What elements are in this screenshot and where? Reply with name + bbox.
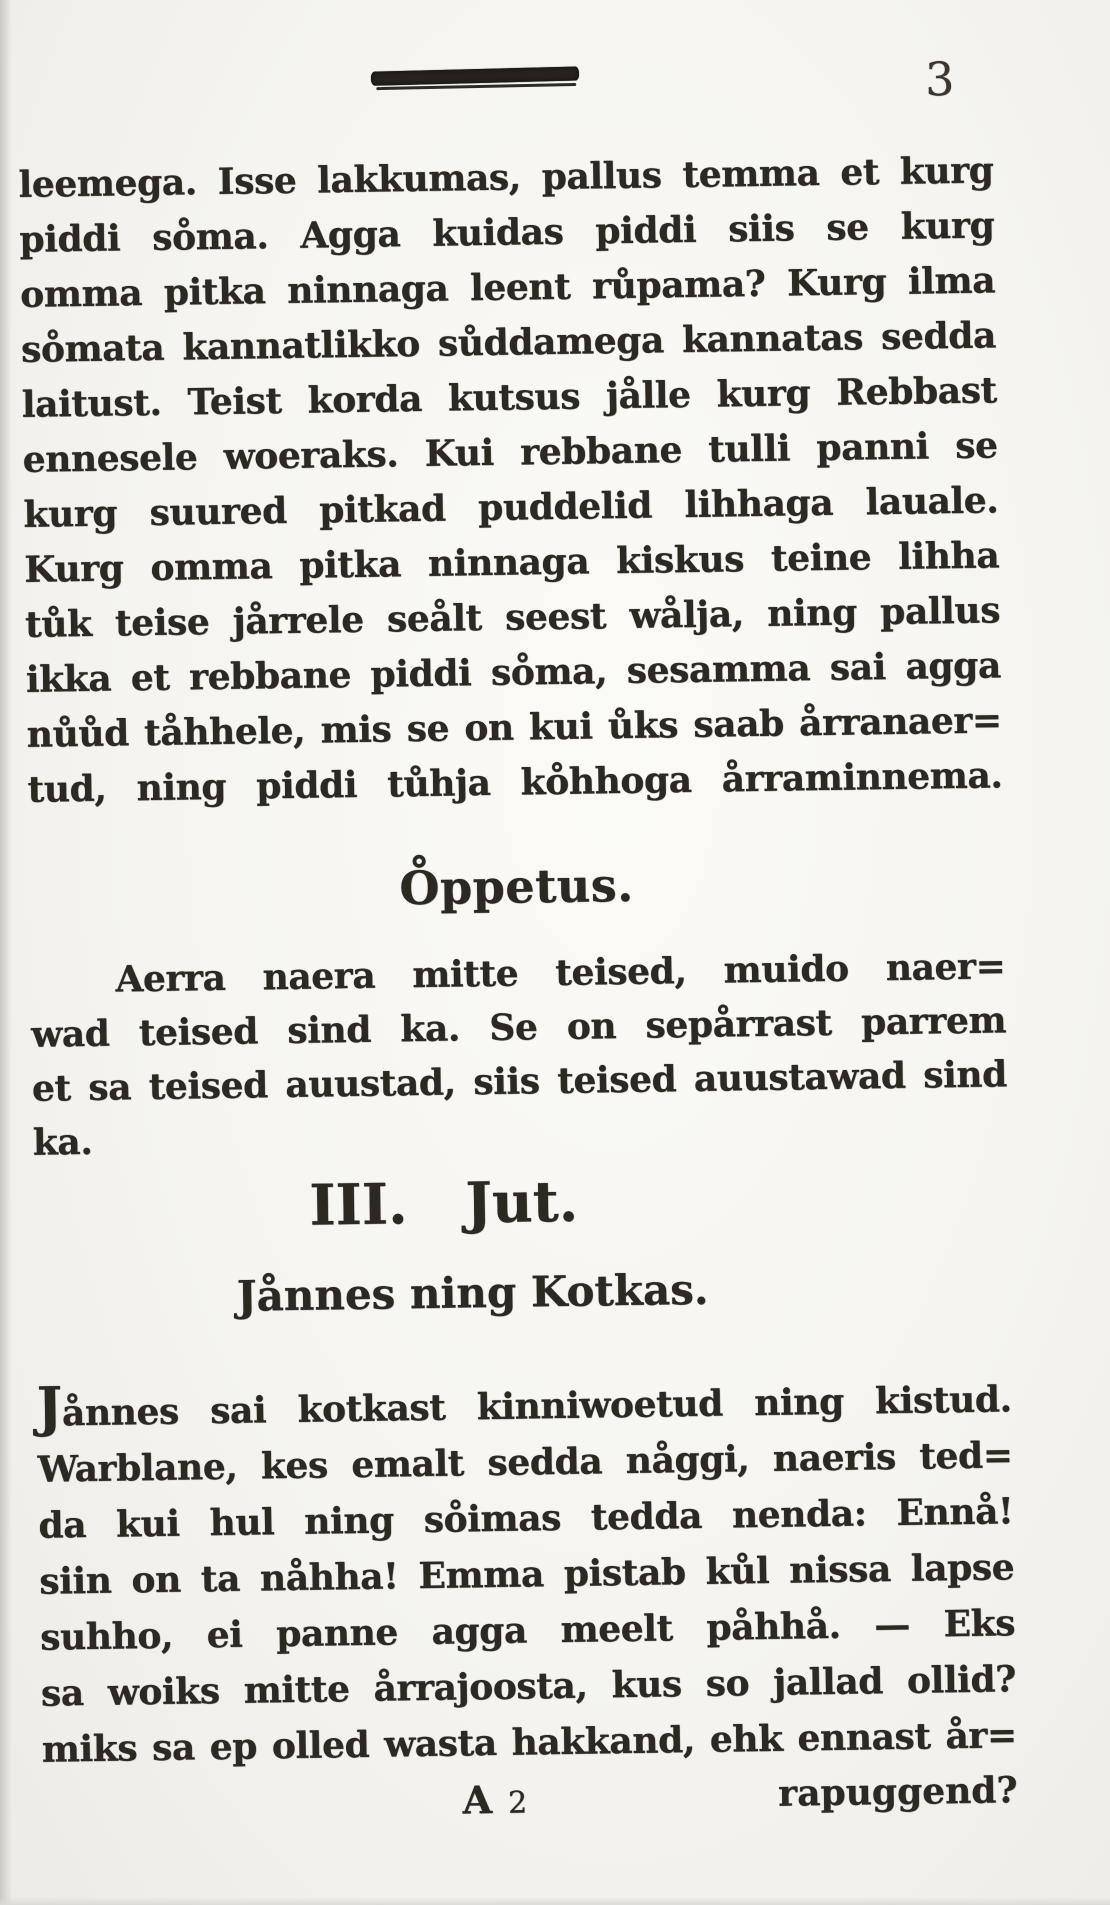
story-continuation-paragraph [18, 143, 1003, 817]
text-line: Jånnes sai kotkast kinniwoetud ning kistud. [36, 1374, 1013, 1439]
text-line: suhho, ei panne agga meelt påhhå. — Eks [39, 1602, 1016, 1659]
text-line: tůk teise jårrele seålt seest wålja, ning pallus [24, 589, 1001, 646]
text-line: miks sa ep olled wasta hakkand, ehk ennast år= [41, 1714, 1018, 1771]
text-line: ikka et rebbane piddi so̊ma, sesamma sai agga [25, 644, 1002, 701]
text-line: sa woiks mitte årrajoosta, kus so jallad ollid? [40, 1658, 1017, 1715]
header-rule-ornament [371, 66, 579, 90]
moral-paragraph [30, 939, 1008, 1169]
moral-section-heading: O̊ppetus. [399, 857, 635, 916]
text-line: piddi so̊ma. Agga kuidas piddi siis se kurg [19, 204, 995, 261]
page-number: 3 [924, 51, 955, 107]
text-line: so̊mata kannatlikko sůddamega kannatas sedda [20, 314, 997, 371]
text-line: laitust. Teist korda kutsus jålle kurg Rebbast [21, 369, 998, 426]
text-line: Aerra naera mitte teised, muido naer= [115, 945, 1006, 1001]
text-line: omma pitka ninnaga leent růpama? Kurg ilma [19, 259, 996, 316]
story-numeral: III. [308, 1171, 408, 1239]
text-line: et sa teised auustad, siis teised auustawad sind [31, 1053, 1008, 1110]
story-paragraph [36, 1371, 1017, 1777]
signature-number: 2 [507, 1785, 528, 1821]
story-number-heading [3, 1159, 884, 1248]
text-line: da kui hul ning so̊imas tedda nenda: Ennå! [38, 1490, 1014, 1547]
signature-letter: A [462, 1777, 493, 1823]
story-heading-word: Jut. [465, 1168, 579, 1237]
text-line: ennesele woeraks. Kui rebbane tulli panni se [22, 424, 998, 481]
catchword: rapuggend? [777, 1769, 1018, 1815]
text-line: Warblane, kes emalt sedda någgi, naeris ted= [37, 1434, 1013, 1491]
text-line: leemega. Isse lakkumas, pallus temma et kurg [18, 149, 994, 206]
text-line: ka. [32, 1120, 93, 1164]
story-title: Jånnes ning Kotkas. [236, 1264, 709, 1321]
text-line: Kurg omma pitka ninnaga kiskus teine lihha [23, 534, 1000, 591]
text-line: siin on ta nåhha! Emma pistab kůl nissa lapse [39, 1546, 1015, 1603]
text-line: tud, ning piddi tůhja ko̊hhoga årraminnema. [27, 754, 1003, 811]
text-line: nůůd tåhhele, mis se on kui ůks saab årranaer= [26, 699, 1002, 756]
text-line: kurg suured pitkad puddelid lihhaga lauale. [23, 479, 999, 536]
text-line: wad teised sind ka. Se on sepårrast parrem [30, 999, 1007, 1056]
